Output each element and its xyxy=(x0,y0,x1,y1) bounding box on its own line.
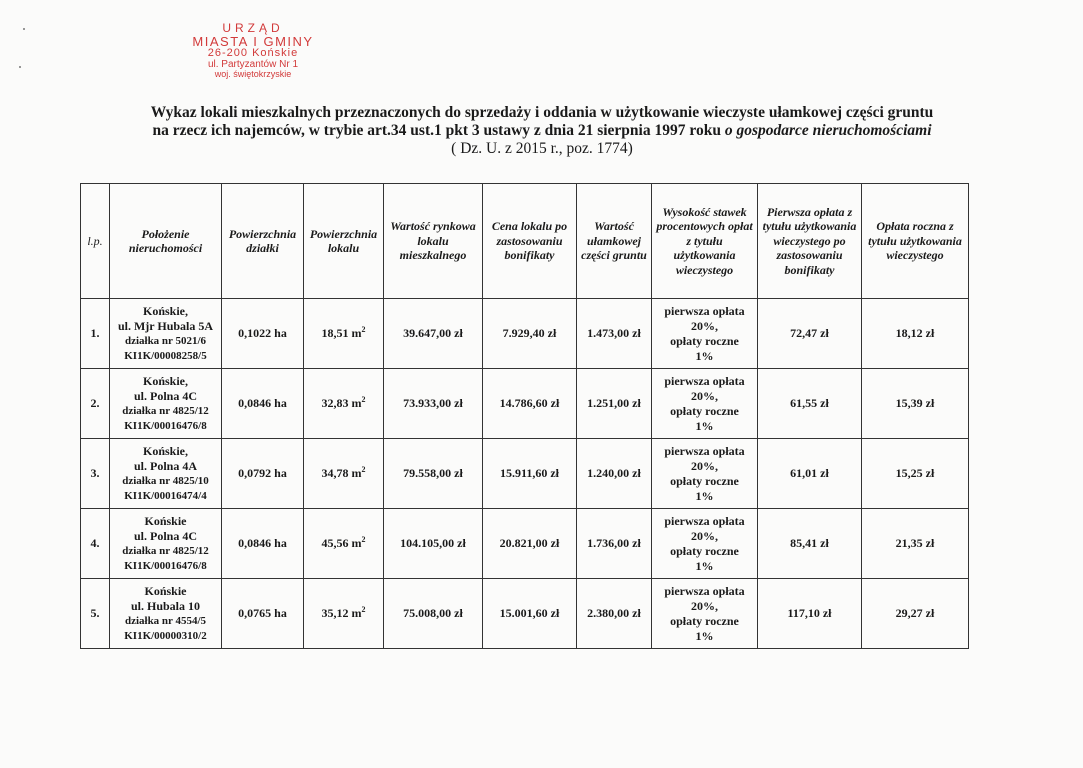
location-town: Końskie, xyxy=(142,443,188,458)
table-row xyxy=(81,369,969,439)
location-street: ul. Polna 4C xyxy=(133,388,197,403)
rate-line: pierwsza opłata xyxy=(664,443,745,458)
heading-line-2 xyxy=(80,122,1004,140)
cell-plot-area: 0,0846 ha xyxy=(222,369,304,439)
rate-line: 1% xyxy=(695,348,714,363)
rate-line: opłaty roczne xyxy=(670,613,739,628)
stamp-line: URZĄD xyxy=(222,21,284,35)
document-heading xyxy=(80,104,1004,158)
table-row xyxy=(81,299,969,369)
cell-first-fee: 72,47 zł xyxy=(758,299,862,369)
rate-line: opłaty roczne xyxy=(670,543,739,558)
area-unit: m xyxy=(351,466,362,480)
rate-line: opłaty roczne xyxy=(670,333,739,348)
cell-unit-area xyxy=(304,439,384,509)
header-market-value: Wartość rynkowa lokalu mieszkalnego xyxy=(384,184,483,299)
cell-unit-area xyxy=(304,509,384,579)
cell-first-fee: 61,01 zł xyxy=(758,439,862,509)
rate-line: 20%, xyxy=(691,318,718,333)
header-lp: l.p. xyxy=(81,184,110,299)
cell-price: 14.786,60 zł xyxy=(483,369,577,439)
location-street: ul. Hubala 10 xyxy=(130,598,201,613)
cell-annual-fee: 18,12 zł xyxy=(862,299,969,369)
rate-line: 1% xyxy=(695,628,714,643)
cell-location xyxy=(110,579,222,649)
location-town: Końskie xyxy=(144,513,187,528)
cell-fraction-value: 1.251,00 zł xyxy=(577,369,652,439)
area-unit-exponent: 2 xyxy=(361,465,366,474)
cell-market-value: 39.647,00 zł xyxy=(384,299,483,369)
header-plot-area: Powierzchnia działki xyxy=(222,184,304,299)
location-street: ul. Mjr Hubala 5A xyxy=(117,318,214,333)
cell-location xyxy=(110,509,222,579)
cell-plot-area: 0,1022 ha xyxy=(222,299,304,369)
location-land-register: KI1K/00000310/2 xyxy=(124,629,207,642)
rate-line: 1% xyxy=(695,488,714,503)
cell-unit-area xyxy=(304,299,384,369)
heading-citation: ( Dz. U. z 2015 r., poz. 1774) xyxy=(451,140,633,157)
cell-lp: 2. xyxy=(81,369,110,439)
cell-annual-fee: 15,39 zł xyxy=(862,369,969,439)
cell-unit-area xyxy=(304,369,384,439)
cell-unit-area xyxy=(304,579,384,649)
cell-market-value: 73.933,00 zł xyxy=(384,369,483,439)
area-unit-exponent: 2 xyxy=(361,325,366,334)
rate-line: pierwsza opłata xyxy=(664,373,745,388)
cell-annual-fee: 15,25 zł xyxy=(862,439,969,509)
area-unit: m xyxy=(351,536,362,550)
location-town: Końskie, xyxy=(142,373,188,388)
area-unit: m xyxy=(351,396,362,410)
table-row xyxy=(81,509,969,579)
unit-area-value: 35,12 xyxy=(321,606,349,620)
location-plot: działka nr 4825/10 xyxy=(122,474,209,487)
table-header-row xyxy=(81,184,969,299)
rate-line: 1% xyxy=(695,558,714,573)
location-plot: działka nr 5021/6 xyxy=(124,334,207,347)
cell-fee-rates xyxy=(652,439,758,509)
header-fraction-value: Wartość ułamkowej części gruntu xyxy=(577,184,652,299)
location-plot: działka nr 4825/12 xyxy=(122,404,209,417)
cell-plot-area: 0,0846 ha xyxy=(222,509,304,579)
cell-fee-rates xyxy=(652,579,758,649)
cell-plot-area: 0,0765 ha xyxy=(222,579,304,649)
location-town: Końskie xyxy=(144,583,187,598)
rate-line: 20%, xyxy=(691,388,718,403)
cell-fee-rates xyxy=(652,509,758,579)
office-stamp xyxy=(168,22,338,80)
cell-first-fee: 61,55 zł xyxy=(758,369,862,439)
location-street: ul. Polna 4A xyxy=(133,458,197,473)
cell-location xyxy=(110,299,222,369)
cell-fee-rates xyxy=(652,299,758,369)
cell-price: 20.821,00 zł xyxy=(483,509,577,579)
cell-location xyxy=(110,369,222,439)
stamp-line: woj. świętokrzyskie xyxy=(214,69,292,80)
rate-line: pierwsza opłata xyxy=(664,303,745,318)
area-unit: m xyxy=(351,326,362,340)
stamp-line: 26-200 Końskie xyxy=(207,47,299,60)
area-unit-exponent: 2 xyxy=(361,535,366,544)
cell-price: 7.929,40 zł xyxy=(483,299,577,369)
stamp-line: ul. Partyzantów Nr 1 xyxy=(207,58,299,70)
unit-area-value: 32,83 xyxy=(321,396,349,410)
scan-speck xyxy=(19,66,21,68)
heading-act-title: o gospodarce nieruchomościami xyxy=(724,122,932,139)
cell-fee-rates xyxy=(652,369,758,439)
cell-lp: 1. xyxy=(81,299,110,369)
cell-price: 15.911,60 zł xyxy=(483,439,577,509)
cell-lp: 4. xyxy=(81,509,110,579)
location-land-register: KI1K/00016474/4 xyxy=(124,489,207,502)
apartments-table xyxy=(80,183,969,649)
rate-line: 1% xyxy=(695,418,714,433)
cell-annual-fee: 29,27 zł xyxy=(862,579,969,649)
cell-first-fee: 85,41 zł xyxy=(758,509,862,579)
location-land-register: KI1K/00016476/8 xyxy=(124,419,207,432)
cell-lp: 5. xyxy=(81,579,110,649)
unit-area-value: 18,51 xyxy=(321,326,349,340)
rate-line: 20%, xyxy=(691,528,718,543)
location-plot: działka nr 4554/5 xyxy=(124,614,207,627)
cell-market-value: 79.558,00 zł xyxy=(384,439,483,509)
rate-line: opłaty roczne xyxy=(670,403,739,418)
location-street: ul. Polna 4C xyxy=(133,528,197,543)
cell-location xyxy=(110,439,222,509)
rate-line: opłaty roczne xyxy=(670,473,739,488)
cell-market-value: 75.008,00 zł xyxy=(384,579,483,649)
scan-speck xyxy=(23,28,25,30)
location-plot: działka nr 4825/12 xyxy=(122,544,209,557)
rate-line: 20%, xyxy=(691,598,718,613)
rate-line: pierwsza opłata xyxy=(664,583,745,598)
unit-area-value: 45,56 xyxy=(321,536,349,550)
cell-fraction-value: 1.473,00 zł xyxy=(577,299,652,369)
area-unit: m xyxy=(351,606,362,620)
cell-fraction-value: 2.380,00 zł xyxy=(577,579,652,649)
cell-fraction-value: 1.240,00 zł xyxy=(577,439,652,509)
rate-line: pierwsza opłata xyxy=(664,513,745,528)
header-price-after-discount: Cena lokalu po zastosowaniu bonifikaty xyxy=(483,184,577,299)
header-fee-rates: Wysokość stawek procentowych opłat z tytułu użytkowania wieczystego xyxy=(652,184,758,299)
cell-fraction-value: 1.736,00 zł xyxy=(577,509,652,579)
cell-lp: 3. xyxy=(81,439,110,509)
unit-area-value: 34,78 xyxy=(321,466,349,480)
cell-price: 15.001,60 zł xyxy=(483,579,577,649)
table-row xyxy=(81,579,969,649)
header-unit-area: Powierzchnia lokalu xyxy=(304,184,384,299)
header-location: Położenie nieruchomości xyxy=(110,184,222,299)
header-annual-fee: Opłata roczna z tytułu użytkowania wieczystego xyxy=(862,184,969,299)
heading-line-1: Wykaz lokali mieszkalnych przeznaczonych do sprzedaży i oddania w użytkowanie wieczyste ułamkowej części gruntu xyxy=(150,104,934,121)
location-land-register: KI1K/00016476/8 xyxy=(124,559,207,572)
cell-market-value: 104.105,00 zł xyxy=(384,509,483,579)
location-land-register: KI1K/00008258/5 xyxy=(124,349,207,362)
cell-annual-fee: 21,35 zł xyxy=(862,509,969,579)
area-unit-exponent: 2 xyxy=(361,395,366,404)
location-town: Końskie, xyxy=(142,303,188,318)
area-unit-exponent: 2 xyxy=(361,605,366,614)
rate-line: 20%, xyxy=(691,458,718,473)
cell-first-fee: 117,10 zł xyxy=(758,579,862,649)
header-first-fee: Pierwsza opłata z tytułu użytkowania wieczystego po zastosowaniu bonifikaty xyxy=(758,184,862,299)
cell-plot-area: 0,0792 ha xyxy=(222,439,304,509)
table-row xyxy=(81,439,969,509)
stamp-line: MIASTA I GMINY xyxy=(192,33,314,49)
heading-line-2-text: na rzecz ich najemców, w trybie art.34 ust.1 pkt 3 ustawy z dnia 21 sierpnia 1997 roku xyxy=(152,122,725,139)
